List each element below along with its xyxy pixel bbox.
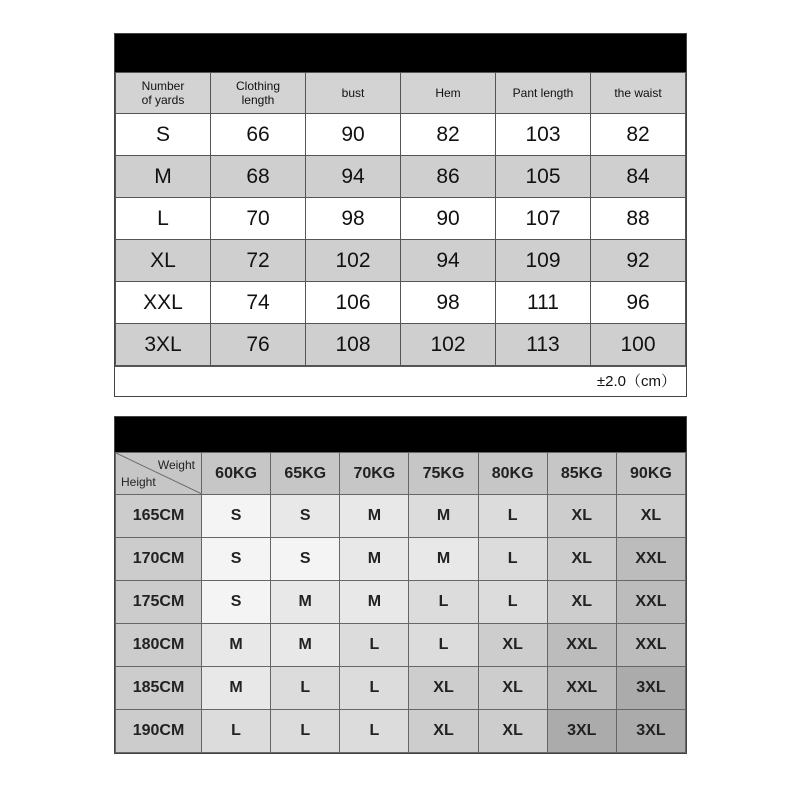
col-header-hem: Hem: [401, 73, 496, 114]
table-row: [116, 114, 686, 156]
size-cell: S: [271, 495, 340, 538]
size-cell: XL: [547, 538, 616, 581]
size-cell: M: [340, 538, 409, 581]
table-cell: 100: [591, 324, 686, 366]
table-row: [116, 495, 686, 538]
size-cell: XL: [616, 495, 685, 538]
size-cell: XL: [547, 495, 616, 538]
size-cell: L: [478, 495, 547, 538]
height-label: 180CM: [116, 624, 202, 667]
col-header-pant-length: Pant length: [496, 73, 591, 114]
table-cell: 113: [496, 324, 591, 366]
height-label: 190CM: [116, 710, 202, 753]
size-cell: XL: [478, 667, 547, 710]
table-cell: 98: [306, 198, 401, 240]
height-label: 185CM: [116, 667, 202, 710]
table-cell: 70: [211, 198, 306, 240]
table-cell: 98: [401, 282, 496, 324]
weight-header: 85KG: [547, 453, 616, 495]
table-cell: 66: [211, 114, 306, 156]
table-cell: 94: [401, 240, 496, 282]
table-row: [116, 282, 686, 324]
size-table: [115, 72, 686, 366]
weight-header: 75KG: [409, 453, 478, 495]
table-cell: 107: [496, 198, 591, 240]
tolerance-note: ±2.0（cm）: [115, 366, 686, 396]
size-cell: XXL: [616, 538, 685, 581]
fit-table: [115, 452, 686, 753]
size-cell: L: [202, 710, 271, 753]
size-cell: M: [116, 156, 211, 198]
table-cell: 76: [211, 324, 306, 366]
weight-axis-label: Weight: [157, 458, 195, 472]
size-cell: M: [202, 667, 271, 710]
size-cell: XXL: [616, 624, 685, 667]
fit-table-header-row: [116, 453, 686, 495]
size-cell: 3XL: [616, 710, 685, 753]
size-chart: [114, 33, 687, 397]
table-row: [116, 324, 686, 366]
table-row: [116, 240, 686, 282]
table-cell: 82: [401, 114, 496, 156]
size-cell: L: [478, 581, 547, 624]
size-cell: XXL: [116, 282, 211, 324]
size-cell: L: [409, 581, 478, 624]
size-cell: XXL: [547, 624, 616, 667]
weight-header: 60KG: [202, 453, 271, 495]
size-cell: XXL: [547, 667, 616, 710]
size-cell: 3XL: [616, 667, 685, 710]
size-cell: L: [116, 198, 211, 240]
col-header-waist: the waist: [591, 73, 686, 114]
table-cell: 86: [401, 156, 496, 198]
table-row: [116, 198, 686, 240]
size-cell: M: [271, 624, 340, 667]
size-cell: S: [271, 538, 340, 581]
col-header-clothing-length: Clothing length: [211, 73, 306, 114]
size-cell: S: [116, 114, 211, 156]
weight-header: 80KG: [478, 453, 547, 495]
size-cell: M: [409, 538, 478, 581]
size-cell: XXL: [616, 581, 685, 624]
table-row: [116, 667, 686, 710]
size-chart-header-bar: [115, 34, 686, 72]
table-cell: 102: [401, 324, 496, 366]
col-header-bust: bust: [306, 73, 401, 114]
size-cell: M: [409, 495, 478, 538]
size-cell: L: [478, 538, 547, 581]
table-row: [116, 624, 686, 667]
table-cell: 106: [306, 282, 401, 324]
size-cell: 3XL: [116, 324, 211, 366]
table-row: [116, 156, 686, 198]
size-cell: XL: [409, 710, 478, 753]
table-cell: 88: [591, 198, 686, 240]
table-cell: 68: [211, 156, 306, 198]
size-cell: M: [271, 581, 340, 624]
size-cell: S: [202, 538, 271, 581]
table-cell: 74: [211, 282, 306, 324]
size-cell: M: [340, 581, 409, 624]
col-header-size: Number of yards: [116, 73, 211, 114]
table-row: [116, 581, 686, 624]
table-cell: 94: [306, 156, 401, 198]
height-label: 165CM: [116, 495, 202, 538]
table-row: [116, 710, 686, 753]
height-axis-label: Height: [121, 475, 156, 489]
fit-chart: [114, 416, 687, 754]
size-cell: L: [409, 624, 478, 667]
table-cell: 82: [591, 114, 686, 156]
table-cell: 90: [306, 114, 401, 156]
table-cell: 92: [591, 240, 686, 282]
table-cell: 90: [401, 198, 496, 240]
size-cell: XL: [478, 624, 547, 667]
table-cell: 102: [306, 240, 401, 282]
size-cell: L: [340, 624, 409, 667]
table-cell: 111: [496, 282, 591, 324]
size-cell: M: [340, 495, 409, 538]
weight-header: 65KG: [271, 453, 340, 495]
weight-header: 90KG: [616, 453, 685, 495]
size-cell: S: [202, 581, 271, 624]
size-cell: S: [202, 495, 271, 538]
height-label: 175CM: [116, 581, 202, 624]
table-cell: 72: [211, 240, 306, 282]
table-cell: 103: [496, 114, 591, 156]
size-table-header-row: [116, 73, 686, 114]
height-label: 170CM: [116, 538, 202, 581]
size-cell: L: [340, 710, 409, 753]
table-cell: 109: [496, 240, 591, 282]
size-cell: 3XL: [547, 710, 616, 753]
corner-cell: [116, 453, 202, 495]
size-cell: XL: [478, 710, 547, 753]
weight-header: 70KG: [340, 453, 409, 495]
table-cell: 84: [591, 156, 686, 198]
fit-chart-header-bar: [115, 417, 686, 452]
table-cell: 108: [306, 324, 401, 366]
table-cell: 96: [591, 282, 686, 324]
size-cell: L: [271, 710, 340, 753]
size-cell: L: [340, 667, 409, 710]
size-cell: L: [271, 667, 340, 710]
size-cell: XL: [547, 581, 616, 624]
size-cell: XL: [116, 240, 211, 282]
size-cell: XL: [409, 667, 478, 710]
table-row: [116, 538, 686, 581]
table-cell: 105: [496, 156, 591, 198]
size-cell: M: [202, 624, 271, 667]
